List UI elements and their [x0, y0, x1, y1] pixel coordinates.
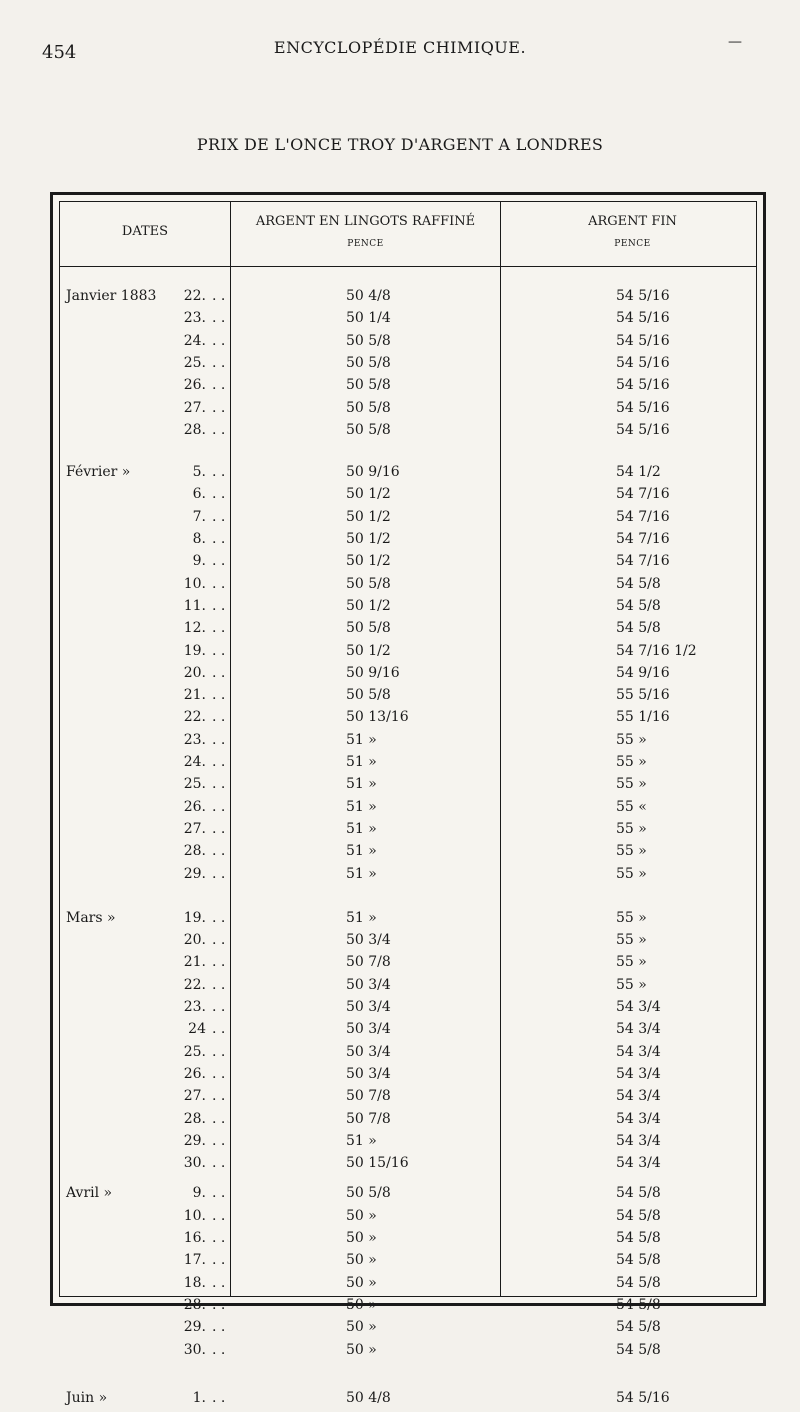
table-row — [60, 843, 756, 865]
table-row — [60, 620, 756, 642]
row-lingot-price: 50 3/4 — [346, 1021, 391, 1038]
row-day: 29. — [183, 1132, 206, 1149]
row-day: 12. — [183, 620, 206, 637]
row-lingot-price: 50 5/8 — [346, 575, 391, 592]
header-divider — [60, 266, 756, 267]
row-leader-dots: . . — [212, 1185, 226, 1202]
row-day: 26. — [183, 377, 206, 394]
row-leader-dots: . . — [212, 1155, 226, 1172]
row-lingot-price: 50 7/8 — [346, 1110, 391, 1127]
row-day: 28. — [183, 1296, 206, 1313]
row-leader-dots: . . — [212, 508, 226, 525]
row-fin-price: 54 5/8 — [616, 1296, 661, 1313]
row-fin-price: 54 5/8 — [616, 1341, 661, 1358]
row-fin-price: 54 7/16 — [616, 508, 670, 525]
row-leader-dots: . . — [212, 909, 226, 926]
row-fin-price: 55 » — [616, 909, 647, 926]
row-lingot-price: 50 3/4 — [346, 999, 391, 1015]
row-day: 8. — [192, 531, 206, 547]
table-row — [60, 866, 756, 888]
row-day: 27. — [183, 1088, 206, 1105]
row-lingot-price: 50 1/2 — [346, 642, 391, 659]
row-lingot-price: 50 7/8 — [346, 954, 391, 971]
table-row — [60, 732, 756, 754]
row-lingot-price: 51 » — [346, 731, 377, 748]
row-fin-price: 55 « — [616, 798, 647, 815]
table-row — [60, 776, 756, 798]
row-lingot-price: 50 5/8 — [346, 332, 391, 349]
row-fin-price: 54 3/4 — [616, 1065, 661, 1082]
row-fin-price: 55 » — [616, 776, 647, 793]
row-fin-price: 54 5/8 — [616, 1230, 661, 1246]
table-row — [60, 1155, 756, 1177]
row-leader-dots: . . — [212, 597, 226, 614]
row-month: Février » — [66, 464, 131, 481]
row-day: 17. — [183, 1252, 206, 1269]
row-day: 21. — [183, 954, 206, 971]
table-row — [60, 1133, 756, 1155]
table-row — [60, 553, 756, 575]
header-lingots: ARGENT EN LINGOTS RAFFINÉ — [255, 214, 476, 229]
row-lingot-price: 51 » — [346, 798, 377, 815]
row-day: 9. — [192, 553, 206, 570]
row-fin-price: 54 5/8 — [616, 597, 661, 614]
row-lingot-price: 50 5/8 — [346, 354, 391, 371]
row-fin-price: 54 5/16 — [616, 288, 670, 304]
corner-mark: — — [728, 34, 742, 50]
row-fin-price: 55 » — [616, 820, 647, 837]
row-fin-price: 54 3/4 — [616, 1132, 661, 1149]
row-day: 6. — [192, 486, 206, 503]
table-row — [60, 799, 756, 821]
row-fin-price: 54 5/8 — [616, 1207, 661, 1224]
row-day: 28. — [183, 843, 206, 860]
row-leader-dots: . . — [212, 1043, 226, 1060]
table-row — [60, 709, 756, 731]
row-leader-dots: . . — [212, 642, 226, 659]
row-leader-dots: . . — [212, 399, 226, 416]
row-day: 5. — [192, 464, 206, 481]
row-lingot-price: 50 » — [346, 1341, 377, 1358]
row-lingot-price: 50 5/8 — [346, 399, 391, 416]
row-fin-price: 54 5/16 — [616, 377, 670, 394]
table-row — [60, 665, 756, 687]
row-fin-price: 55 » — [616, 843, 647, 860]
row-day: 23. — [183, 310, 206, 327]
table-row — [60, 464, 756, 486]
row-lingot-price: 51 » — [346, 820, 377, 837]
row-day: 30. — [183, 1341, 206, 1358]
row-fin-price: 55 5/16 — [616, 687, 670, 704]
row-fin-price: 55 » — [616, 731, 647, 748]
row-day: 10. — [183, 575, 206, 592]
table-row — [60, 1044, 756, 1066]
row-lingot-price: 50 3/4 — [346, 1043, 391, 1060]
page-number: 454 — [42, 42, 77, 63]
row-fin-price: 55 » — [616, 954, 647, 971]
table-row — [60, 531, 756, 553]
row-fin-price: 55 1/16 — [616, 709, 670, 726]
row-lingot-price: 50 1/4 — [346, 310, 391, 327]
table-row — [60, 1021, 756, 1043]
row-leader-dots: . . — [212, 1230, 226, 1246]
row-fin-price: 55 » — [616, 976, 647, 993]
table-row — [60, 400, 756, 422]
row-month: Janvier 1883 — [66, 288, 157, 304]
row-fin-price: 54 7/16 1/2 — [616, 642, 697, 659]
table-row — [60, 1111, 756, 1133]
table-row — [60, 333, 756, 355]
row-lingot-price: 50 3/4 — [346, 1065, 391, 1082]
row-fin-price: 54 7/16 — [616, 486, 670, 503]
row-fin-price: 54 5/8 — [616, 1185, 661, 1202]
row-day: 7. — [192, 508, 206, 525]
table-row — [60, 1319, 756, 1341]
table-row — [60, 1185, 756, 1207]
row-day: 30. — [183, 1155, 206, 1172]
row-leader-dots: . . — [212, 709, 226, 726]
row-leader-dots: . . — [212, 354, 226, 371]
row-leader-dots: . . — [212, 531, 226, 547]
table-row — [60, 1390, 756, 1412]
row-leader-dots: . . — [212, 421, 226, 438]
row-leader-dots: . . — [212, 999, 226, 1015]
row-day: 19. — [183, 909, 206, 926]
row-day: 22. — [183, 288, 206, 304]
row-lingot-price: 50 5/8 — [346, 377, 391, 394]
row-lingot-price: 51 » — [346, 1132, 377, 1149]
row-fin-price: 54 3/4 — [616, 1021, 661, 1038]
row-month: Mars » — [66, 909, 116, 926]
table-row — [60, 598, 756, 620]
row-day: 25. — [183, 1043, 206, 1060]
row-day: 18. — [183, 1274, 206, 1291]
row-lingot-price: 51 » — [346, 754, 377, 770]
table-row — [60, 1342, 756, 1364]
row-leader-dots: . . — [212, 776, 226, 793]
header-dates: DATES — [121, 224, 169, 239]
table-row — [60, 1208, 756, 1230]
row-leader-dots: . . — [212, 1274, 226, 1291]
row-day: 1. — [192, 1389, 206, 1406]
header-fin: ARGENT FIN — [588, 214, 677, 229]
row-fin-price: 54 7/16 — [616, 531, 670, 547]
row-fin-price: 55 » — [616, 932, 647, 949]
table-row — [60, 486, 756, 508]
row-leader-dots: . . — [212, 1132, 226, 1149]
row-leader-dots: . . — [212, 865, 226, 882]
table-row — [60, 576, 756, 598]
row-fin-price: 54 5/16 — [616, 421, 670, 438]
row-fin-price: 54 5/8 — [616, 620, 661, 637]
table-row — [60, 422, 756, 444]
row-leader-dots: . . — [212, 1389, 226, 1406]
row-leader-dots: . . — [212, 310, 226, 327]
row-leader-dots: . . — [212, 620, 226, 637]
row-month: Juin » — [66, 1389, 108, 1406]
row-lingot-price: 50 » — [346, 1296, 377, 1313]
row-leader-dots: . . — [212, 932, 226, 949]
row-leader-dots: . . — [212, 754, 226, 770]
row-leader-dots: . . — [212, 553, 226, 570]
row-lingot-price: 50 5/8 — [346, 421, 391, 438]
row-day: 23. — [183, 999, 206, 1015]
row-lingot-price: 50 15/16 — [346, 1155, 409, 1172]
table-row — [60, 754, 756, 776]
price-table — [50, 192, 766, 1406]
row-lingot-price: 50 1/2 — [346, 531, 391, 547]
row-lingot-price: 50 1/2 — [346, 486, 391, 503]
table-row — [60, 377, 756, 399]
row-lingot-price: 51 » — [346, 776, 377, 793]
row-leader-dots: . . — [212, 1319, 226, 1336]
header-lingots-unit: PENCE — [347, 239, 384, 249]
row-lingot-price: 50 7/8 — [346, 1088, 391, 1105]
row-lingot-price: 50 1/2 — [346, 553, 391, 570]
row-lingot-price: 50 9/16 — [346, 464, 400, 481]
row-leader-dots: . . — [212, 1021, 226, 1038]
table-row — [60, 1088, 756, 1110]
running-head: ENCYCLOPÉDIE CHIMIQUE. — [273, 38, 527, 57]
row-leader-dots: . . — [212, 332, 226, 349]
row-fin-price: 54 5/16 — [616, 1389, 670, 1406]
row-fin-price: 54 3/4 — [616, 999, 661, 1015]
row-day: 24. — [183, 332, 206, 349]
row-day: 28. — [183, 1110, 206, 1127]
row-fin-price: 54 3/4 — [616, 1088, 661, 1105]
row-leader-dots: . . — [212, 1296, 226, 1313]
table-row — [60, 1252, 756, 1274]
row-lingot-price: 50 9/16 — [346, 664, 400, 681]
row-leader-dots: . . — [212, 1207, 226, 1224]
row-day: 22. — [183, 976, 206, 993]
row-leader-dots: . . — [212, 1341, 226, 1358]
row-fin-price: 54 7/16 — [616, 553, 670, 570]
row-lingot-price: 51 » — [346, 909, 377, 926]
row-day: 29. — [183, 865, 206, 882]
row-lingot-price: 50 » — [346, 1207, 377, 1224]
row-lingot-price: 50 » — [346, 1230, 377, 1246]
table-row — [60, 821, 756, 843]
row-fin-price: 55 » — [616, 865, 647, 882]
table-row — [60, 1230, 756, 1252]
row-lingot-price: 50 4/8 — [346, 288, 391, 304]
row-leader-dots: . . — [212, 1252, 226, 1269]
row-leader-dots: . . — [212, 976, 226, 993]
table-inner-frame — [59, 201, 757, 1406]
row-leader-dots: . . — [212, 820, 226, 837]
row-leader-dots: . . — [212, 1065, 226, 1082]
table-row — [60, 1066, 756, 1088]
row-day: 20. — [183, 932, 206, 949]
table-row — [60, 977, 756, 999]
row-day: 20. — [183, 664, 206, 681]
row-lingot-price: 50 5/8 — [346, 1185, 391, 1202]
table-row — [60, 310, 756, 332]
row-day: 25. — [183, 354, 206, 371]
table-row — [60, 1297, 756, 1319]
row-day: 16. — [183, 1230, 206, 1246]
row-leader-dots: . . — [212, 664, 226, 681]
row-leader-dots: . . — [212, 464, 226, 481]
row-fin-price: 54 3/4 — [616, 1110, 661, 1127]
row-day: 21. — [183, 687, 206, 704]
row-leader-dots: . . — [212, 1110, 226, 1127]
row-fin-price: 54 3/4 — [616, 1043, 661, 1060]
row-day: 9. — [192, 1185, 206, 1202]
row-lingot-price: 50 » — [346, 1252, 377, 1269]
row-day: 22. — [183, 709, 206, 726]
row-day: 23. — [183, 731, 206, 748]
row-lingot-price: 50 5/8 — [346, 687, 391, 704]
row-day: 26. — [183, 798, 206, 815]
table-row — [60, 910, 756, 932]
header-fin-unit: PENCE — [614, 239, 651, 249]
table-row — [60, 954, 756, 976]
table-title: PRIX DE L'ONCE TROY D'ARGENT A LONDRES — [196, 135, 604, 154]
row-day: 25. — [183, 776, 206, 793]
row-fin-price: 54 5/16 — [616, 354, 670, 371]
row-lingot-price: 50 3/4 — [346, 932, 391, 949]
row-day: 27. — [183, 820, 206, 837]
row-lingot-price: 50 3/4 — [346, 976, 391, 993]
table-row — [60, 288, 756, 310]
row-fin-price: 54 5/8 — [616, 1274, 661, 1291]
row-fin-price: 54 3/4 — [616, 1155, 661, 1172]
row-lingot-price: 50 » — [346, 1319, 377, 1336]
table-row — [60, 355, 756, 377]
table-row — [60, 932, 756, 954]
row-lingot-price: 50 4/8 — [346, 1389, 391, 1406]
row-leader-dots: . . — [212, 687, 226, 704]
row-lingot-price: 50 » — [346, 1274, 377, 1291]
row-day: 29. — [183, 1319, 206, 1336]
row-day: 19. — [183, 642, 206, 659]
row-fin-price: 54 5/16 — [616, 310, 670, 327]
row-leader-dots: . . — [212, 1088, 226, 1105]
table-row — [60, 509, 756, 531]
row-day: 24. — [183, 754, 206, 770]
row-fin-price: 54 9/16 — [616, 664, 670, 681]
row-leader-dots: . . — [212, 575, 226, 592]
row-lingot-price: 50 1/2 — [346, 508, 391, 525]
row-month: Avril » — [66, 1185, 113, 1202]
row-leader-dots: . . — [212, 288, 226, 304]
row-day: 27. — [183, 399, 206, 416]
row-day: 10. — [183, 1207, 206, 1224]
row-lingot-price: 50 1/2 — [346, 597, 391, 614]
row-leader-dots: . . — [212, 798, 226, 815]
row-day: 26. — [183, 1065, 206, 1082]
row-lingot-price: 50 13/16 — [346, 709, 409, 726]
row-fin-price: 54 5/16 — [616, 399, 670, 416]
table-row — [60, 643, 756, 665]
row-leader-dots: . . — [212, 954, 226, 971]
row-lingot-price: 51 » — [346, 865, 377, 882]
row-lingot-price: 51 » — [346, 843, 377, 860]
table-row — [60, 687, 756, 709]
row-fin-price: 54 5/16 — [616, 332, 670, 349]
row-day: 28. — [183, 421, 206, 438]
row-fin-price: 55 » — [616, 754, 647, 770]
row-lingot-price: 50 5/8 — [346, 620, 391, 637]
table-row — [60, 999, 756, 1021]
row-leader-dots: . . — [212, 731, 226, 748]
row-leader-dots: . . — [212, 843, 226, 860]
row-leader-dots: . . — [212, 377, 226, 394]
row-fin-price: 54 5/8 — [616, 1319, 661, 1336]
row-fin-price: 54 5/8 — [616, 1252, 661, 1269]
row-leader-dots: . . — [212, 486, 226, 503]
row-fin-price: 54 1/2 — [616, 464, 661, 481]
row-day: 11. — [183, 597, 206, 614]
row-fin-price: 54 5/8 — [616, 575, 661, 592]
row-day: 24 — [188, 1021, 206, 1038]
table-row — [60, 1275, 756, 1297]
